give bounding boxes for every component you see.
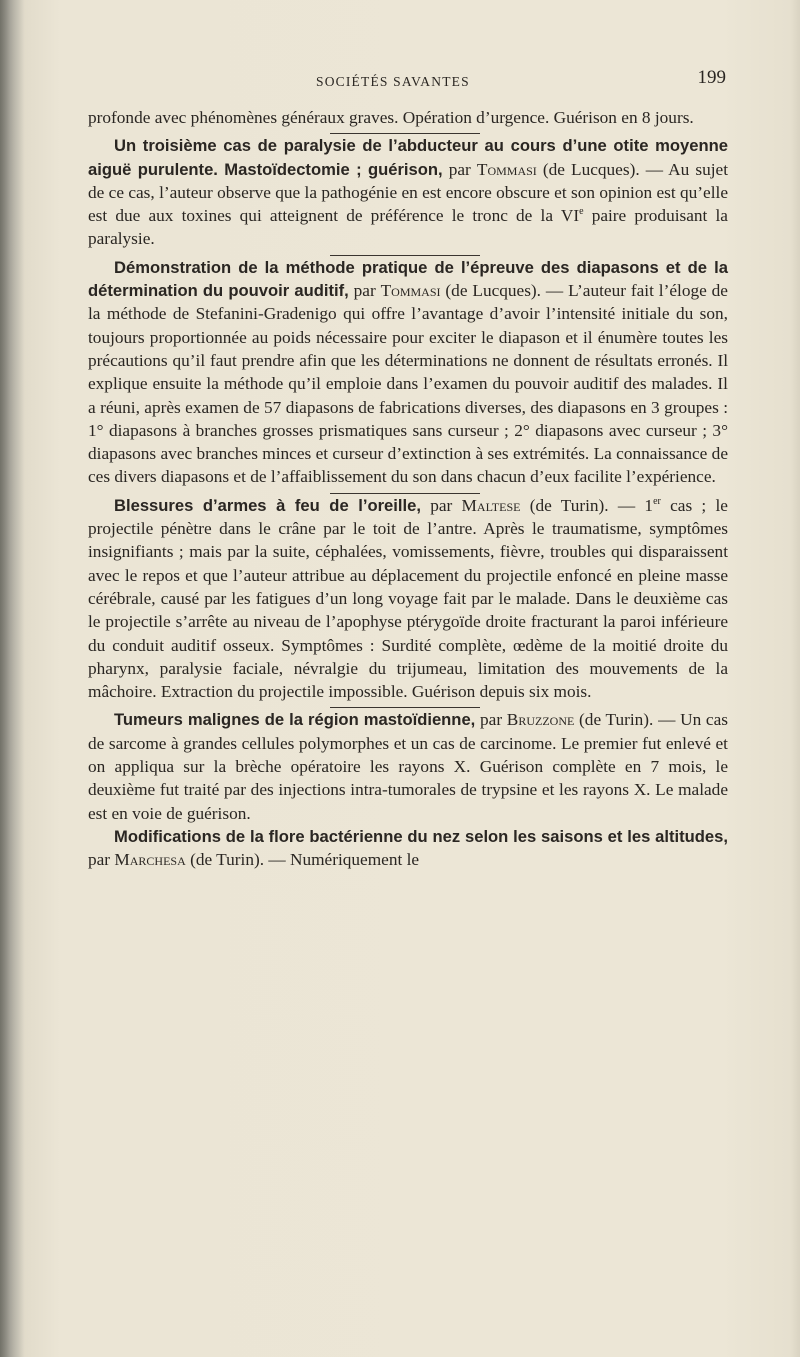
abstract-author: Maltese	[461, 495, 521, 515]
continuation-text: profonde avec phénomènes généraux graves. Opération d’urgence. Guérison en 8 jours.	[88, 108, 694, 127]
abstract-place: (de Turin). —	[520, 495, 645, 515]
page-body	[88, 106, 728, 872]
abstract-title: Un troisième cas de paralysie de l’abducteur au cours d’une otite moyenne aiguë purulente. Mastoïdectomie ; guérison,	[88, 136, 728, 179]
abstract-author: Tommasi	[380, 281, 441, 301]
abstract-body: Numériquement le	[289, 850, 420, 870]
abstract-body: Au sujet de ce cas, l’auteur observe que la pathogénie en est encore obscure et son opinion est qu’elle est due aux toxines qui atteignent de préférence le tronc de la VI	[88, 159, 728, 226]
abstract-flore-bacterienne	[88, 825, 728, 872]
abstract-paralysie-abducteur	[88, 134, 728, 250]
abstract-author: Tommasi	[476, 159, 537, 179]
page-header	[88, 62, 728, 92]
abstract-title: Démonstration de la méthode pratique de l’épreuve des diapasons et de la détermination du pouvoir auditif,	[88, 257, 728, 301]
abstract-title: Modifications de la flore bactérienne du nez selon les saisons et les altitudes,	[114, 826, 728, 846]
abstract-body: cas ; le projectile pénètre dans le crâne par le toit de l’antre. Après le traumatisme, symptômes insignifiants ; mais par la suite, céphalées, vomissements, fièvre, troubles qui disparaissent avec le repos et que l’auteur attribue au déplacement du projectile enfoncé en pleine masse cérébrale, causé par les fatigues d’un long voyage fait par le malade. Dans le deuxième cas le projectile s’arrête au niveau de l’apophyse ptérygoïde droite fracturant la paroi inférieure du conduit auditif osseux. Symptômes : Surdité complète, œdème de la moitié droite du pharynx, paralysie faciale, névralgie du trijumeau, limitation des mouvements de la mâchoire. Extraction du projectile impossible. Guérison depuis six mois.	[88, 495, 728, 702]
abstract-epreuve-diapasons	[88, 256, 728, 489]
binding-shadow	[0, 0, 24, 1357]
abstract-title: Tumeurs malignes de la région mastoïdienne,	[114, 710, 476, 730]
abstract-by: par	[442, 159, 477, 179]
abstract-superscript: e	[579, 206, 584, 218]
abstract-blessures-armes	[88, 494, 728, 704]
running-head: SOCIÉTÉS SAVANTES	[316, 74, 470, 89]
abstract-author: Marchesa	[114, 850, 186, 870]
abstract-author: Bruzzone	[506, 710, 575, 730]
abstract-place: (de Turin). —	[574, 710, 681, 730]
abstract-tumeurs-malignes	[88, 708, 728, 824]
case-superscript: er	[653, 495, 661, 507]
abstract-body-end: paire produisant la paralysie.	[88, 206, 728, 249]
case-label: 1	[644, 495, 654, 515]
abstract-place: (de Lucques). —	[536, 159, 669, 179]
abstract-by: par	[348, 281, 381, 301]
page-number: 199	[697, 67, 726, 88]
abstract-body: L’auteur fait l’éloge de la méthode de Stefanini-Gradenigo qui offre l’avantage d’avoir l’intensité initiale du son, toujours proportionnée au poids nécessaire pour exciter le diapason et il énumère toutes les précautions qu’il faut prendre afin que les déterminations ne donnent de résultats erronés. Il explique ensuite la méthode qu’il emploie dans l’examen du pouvoir auditif des malades. Il a réuni, après examen de 57 diapasons de fabrications diverses, des diapasons en 3 groupes : 1° diapasons à branches grosses prismatiques sans curseur ; 2° diapasons avec curseur ; 3° diapasons avec branches minces et curseur d’extinction à ses extrémités. La connaissance de ces divers diapasons et de l’affaiblissement du son dans chacun d’eux facilite l’expérience.	[88, 281, 728, 487]
abstract-by: par	[475, 710, 507, 730]
abstract-by: par	[88, 850, 115, 870]
abstract-by: par	[420, 495, 462, 515]
abstract-body: Un cas de sarcome à grandes cellules polymorphes et un cas de carcinome. Le premier fut enlevé et on appliqua sur la brèche opératoire les rayons X. Guérison complète en 7 mois, le deuxième fut traité par des injections intra-tumorales de trypsine et les rayons X. Le malade est en voie de guérison.	[88, 710, 728, 823]
abstract-place: (de Lucques). —	[440, 281, 569, 301]
continuation-paragraph	[88, 106, 728, 129]
abstract-title: Blessures d’armes à feu de l’oreille,	[114, 495, 421, 515]
abstract-place: (de Turin). —	[185, 850, 290, 870]
